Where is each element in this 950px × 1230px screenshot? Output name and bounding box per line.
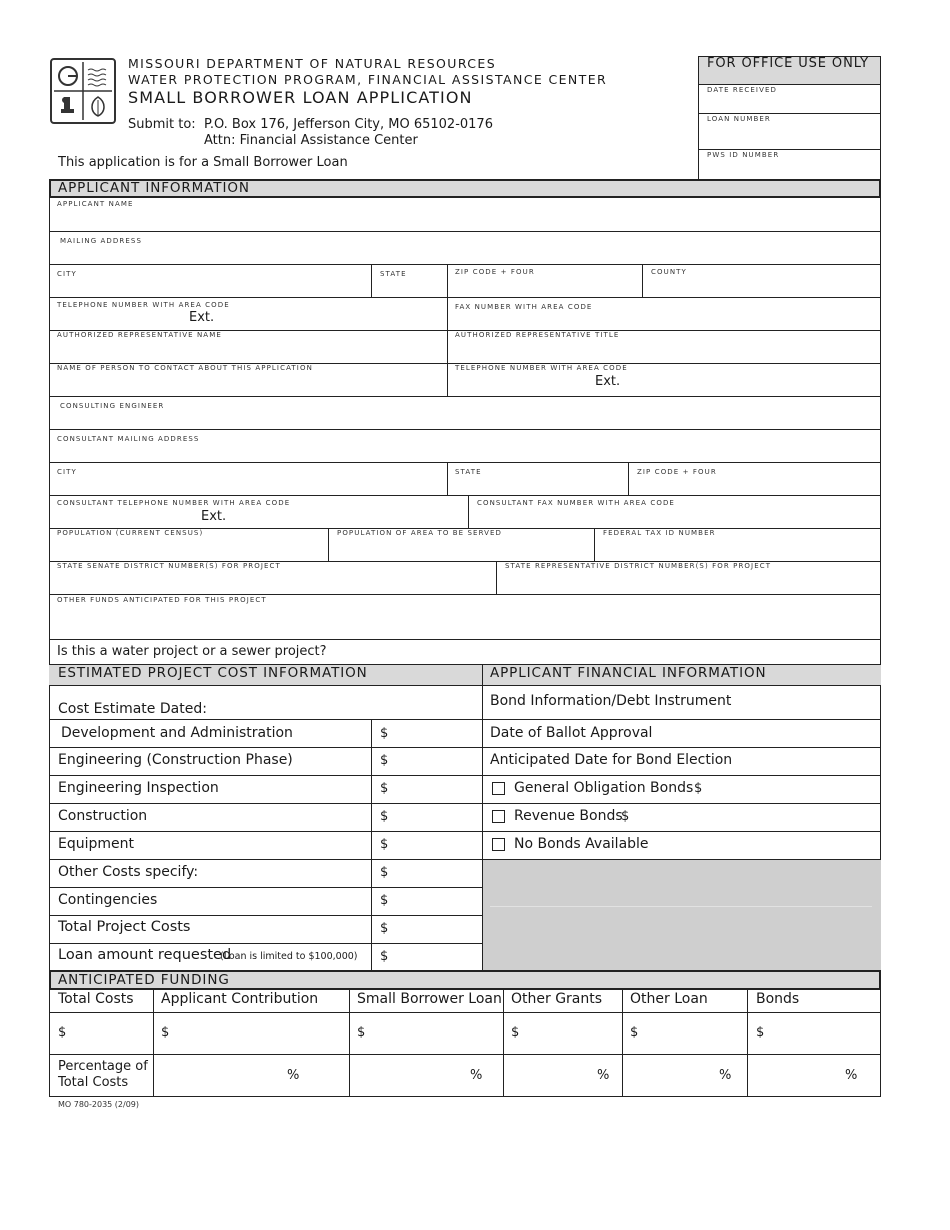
no-bonds-label: No Bonds Available [514,836,649,852]
applicant-section-title: APPLICANT INFORMATION [58,180,250,196]
cost-section-title: ESTIMATED PROJECT COST INFORMATION [58,665,368,681]
rep-district-label: STATE REPRESENTATIVE DISTRICT NUMBER(S) FOR PROJECT [505,562,772,570]
funding-col-total-costs: Total Costs [58,991,134,1007]
percent-input-other-loan[interactable] [634,1066,704,1086]
dnr-logo-graphic [52,60,114,122]
cost-dollar-loan: $ [380,949,389,964]
population-served-label: POPULATION OF AREA TO BE SERVED [337,529,503,537]
consultant-fax-label: CONSULTANT FAX NUMBER WITH AREA CODE [477,499,675,507]
submit-address: P.O. Box 176, Jefferson City, MO 65102-0176 [204,117,493,132]
revenue-bonds-amount-input[interactable] [634,808,874,828]
consultant-phone-ext-label: Ext. [201,509,227,524]
cost-input-engineering-inspection[interactable] [392,780,476,800]
population-served-input[interactable] [337,541,589,558]
go-bonds-label: General Obligation Bonds [514,780,694,796]
cost-item-other: Other Costs specify: [58,864,199,880]
consultant-fax-input[interactable] [477,510,873,526]
funding-input-sbl[interactable] [369,1022,497,1044]
other-funds-label: OTHER FUNDS ANTICIPATED FOR THIS PROJECT [57,596,267,604]
percent-sign-other-loan: % [719,1068,732,1083]
cost-item-total: Total Project Costs [58,919,191,935]
mailing-address-input[interactable] [57,246,872,262]
percent-sign-grants: % [597,1068,610,1083]
funding-input-other-loan[interactable] [642,1022,741,1044]
cost-estimate-date-input[interactable] [200,701,470,718]
auth-rep-name-input[interactable] [57,343,442,360]
cost-item-development: Development and Administration [61,725,293,741]
state-label: STATE [380,270,407,278]
cost-input-equipment[interactable] [392,836,476,856]
office-use-title: FOR OFFICE USE ONLY [707,56,869,71]
cost-input-engineering-construction[interactable] [392,752,476,772]
form-title: SMALL BORROWER LOAN APPLICATION [128,88,473,107]
loan-limit-note: (Loan is limited to $100,000) [220,951,358,962]
telephone-label: TELEPHONE NUMBER WITH AREA CODE [57,301,230,309]
percent-sign-sbl: % [470,1068,483,1083]
cost-item-engineering-inspection: Engineering Inspection [58,780,219,796]
contact-phone-ext-label: Ext. [595,374,621,389]
percent-input-sbl[interactable] [361,1066,457,1086]
go-bonds-dollar: $ [694,781,703,796]
funding-col-other-loan: Other Loan [630,991,708,1007]
funding-input-bonds[interactable] [768,1022,874,1044]
cost-input-total[interactable] [392,920,476,940]
cost-input-contingencies[interactable] [392,892,476,912]
auth-rep-title-input[interactable] [455,343,873,360]
cost-dollar-engineering-inspection: $ [380,781,389,796]
cost-dollar-equipment: $ [380,837,389,852]
ballot-date-input[interactable] [640,724,874,744]
cost-dollar-contingencies: $ [380,893,389,908]
cost-dollar-other: $ [380,865,389,880]
population-input[interactable] [57,541,322,558]
consultant-state-label: STATE [455,468,482,476]
program-name: WATER PROTECTION PROGRAM, FINANCIAL ASSISTANCE CENTER [128,72,608,87]
county-label: COUNTY [651,268,687,276]
no-bonds-checkbox[interactable] [492,838,505,851]
go-bonds-checkbox[interactable] [492,782,505,795]
consultant-zip-input[interactable] [637,477,875,493]
revenue-bonds-checkbox[interactable] [492,810,505,823]
cost-dollar-total: $ [380,921,389,936]
purpose-line: This application is for a Small Borrower Loan [58,155,348,170]
city-input[interactable] [57,279,365,295]
funding-input-total[interactable] [70,1022,148,1044]
percent-input-applicant[interactable] [165,1066,277,1086]
contact-phone-label: TELEPHONE NUMBER WITH AREA CODE [455,364,628,372]
applicant-name-label: APPLICANT NAME [57,200,134,208]
fax-input[interactable] [455,313,873,328]
cost-item-contingencies: Contingencies [58,892,158,908]
bond-info-label: Bond Information/Debt Instrument [490,693,732,709]
state-input[interactable] [380,279,442,295]
revenue-bonds-dollar: $ [621,809,630,824]
percent-sign-applicant: % [287,1068,300,1083]
bond-election-input[interactable] [708,752,874,772]
mailing-address-label: MAILING ADDRESS [60,237,142,245]
cost-item-construction: Construction [58,808,148,824]
submit-attn: Attn: Financial Assistance Center [204,133,418,148]
loan-number-label: LOAN NUMBER [707,115,771,123]
percent-input-bonds[interactable] [759,1066,834,1086]
funding-dollar-applicant: $ [161,1025,170,1040]
funding-dollar-other-loan: $ [630,1025,639,1040]
funding-dollar-total: $ [58,1025,67,1040]
cost-input-construction[interactable] [392,808,476,828]
cost-input-loan[interactable] [392,948,476,968]
cost-input-other[interactable] [392,864,476,884]
financial-section-title: APPLICANT FINANCIAL INFORMATION [490,665,767,681]
go-bonds-amount-input[interactable] [706,780,874,800]
percentage-label-line2: Total Costs [58,1075,129,1090]
funding-col-bonds: Bonds [756,991,800,1007]
rep-district-input[interactable] [505,574,873,591]
dept-name: MISSOURI DEPARTMENT OF NATURAL RESOURCES [128,56,497,71]
funding-col-applicant-contribution: Applicant Contribution [161,991,319,1007]
consultant-address-label: CONSULTANT MAILING ADDRESS [57,435,200,443]
form-number: MO 780-2035 (2/09) [58,1100,140,1109]
consultant-state-input[interactable] [455,477,623,493]
auth-rep-title-label: AUTHORIZED REPRESENTATIVE TITLE [455,331,620,339]
consultant-city-input[interactable] [57,477,442,493]
funding-dollar-grants: $ [511,1025,520,1040]
cost-item-engineering-construction: Engineering (Construction Phase) [58,752,293,768]
zip-label: ZIP CODE + FOUR [455,268,535,276]
city-label: CITY [57,270,77,278]
consultant-phone-label: CONSULTANT TELEPHONE NUMBER WITH AREA CODE [57,499,291,507]
cost-dollar-engineering-construction: $ [380,753,389,768]
consultant-address-input[interactable] [57,444,872,460]
cost-estimate-dated-label: Cost Estimate Dated: [58,701,207,717]
contact-person-input[interactable] [57,376,442,393]
zip-input[interactable] [455,279,637,295]
percentage-label-line1: Percentage of [58,1059,148,1074]
other-funds-input[interactable] [57,608,872,634]
applicant-name-input[interactable] [57,211,872,229]
telephone-ext-label: Ext. [189,310,215,325]
loan-requested-label: Loan amount requested [58,947,232,963]
funding-dollar-bonds: $ [756,1025,765,1040]
consultant-zip-label: ZIP CODE + FOUR [637,468,717,476]
percent-sign-bonds: % [845,1068,858,1083]
consulting-engineer-label: CONSULTING ENGINEER [60,402,165,410]
contact-person-label: NAME OF PERSON TO CONTACT ABOUT THIS APPLICATION [57,364,313,372]
cost-dollar-development: $ [380,726,389,741]
submit-label: Submit to: [128,117,196,132]
auth-rep-name-label: AUTHORIZED REPRESENTATIVE NAME [57,331,222,339]
funding-section-title: ANTICIPATED FUNDING [58,972,230,988]
cost-input-development[interactable] [392,724,476,744]
funding-col-small-borrower-loan: Small Borrower Loan [357,991,502,1007]
pws-id-label: PWS ID NUMBER [707,151,780,159]
funding-input-grants[interactable] [523,1022,616,1044]
dnr-logo [50,58,116,124]
senate-district-label: STATE SENATE DISTRICT NUMBER(S) FOR PROJECT [57,562,281,570]
consultant-city-label: CITY [57,468,77,476]
water-or-sewer-question: Is this a water project or a sewer project? [57,644,327,659]
federal-tax-id-input[interactable] [603,541,873,558]
consulting-engineer-input[interactable] [57,411,872,427]
percent-input-grants[interactable] [515,1066,585,1086]
cost-dollar-construction: $ [380,809,389,824]
funding-input-applicant[interactable] [173,1022,343,1044]
federal-tax-id-label: FEDERAL TAX ID NUMBER [603,529,716,537]
county-input[interactable] [651,279,875,295]
funding-col-other-grants: Other Grants [511,991,603,1007]
bond-election-label: Anticipated Date for Bond Election [490,752,733,768]
funding-dollar-sbl: $ [357,1025,366,1040]
population-label: POPULATION (CURRENT CENSUS) [57,529,204,537]
revenue-bonds-label: Revenue Bonds [514,808,623,824]
fax-label: FAX NUMBER WITH AREA CODE [455,303,593,311]
date-received-label: DATE RECEIVED [707,86,777,94]
ballot-date-label: Date of Ballot Approval [490,725,653,741]
financial-gray-filler [483,860,881,970]
senate-district-input[interactable] [57,574,491,591]
cost-item-equipment: Equipment [58,836,134,852]
